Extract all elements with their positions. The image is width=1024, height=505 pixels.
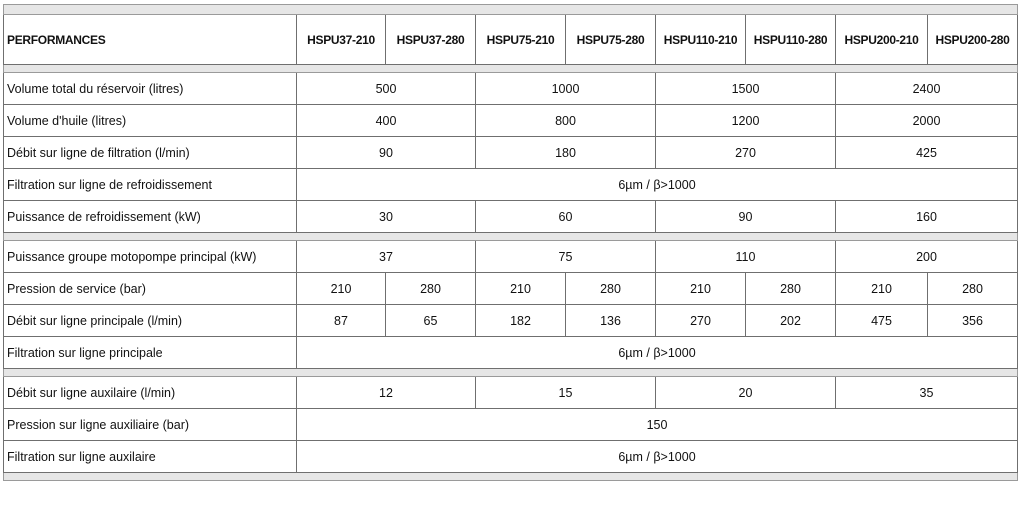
value-cell: 136 bbox=[566, 305, 656, 337]
row-label: Pression sur ligne auxiliaire (bar) bbox=[4, 409, 297, 441]
value-cell: 800 bbox=[476, 105, 656, 137]
value-cell: 37 bbox=[297, 241, 476, 273]
value-cell: 200 bbox=[836, 241, 1018, 273]
separator-row bbox=[4, 473, 1018, 481]
value-cell: 280 bbox=[386, 273, 476, 305]
table-row bbox=[4, 137, 1018, 169]
value-cell: 15 bbox=[476, 377, 656, 409]
table-row bbox=[4, 201, 1018, 233]
value-cell: 6µm / β>1000 bbox=[297, 169, 1018, 201]
performance-table bbox=[3, 4, 1018, 481]
value-cell: 180 bbox=[476, 137, 656, 169]
row-label: Filtration sur ligne de refroidissement bbox=[4, 169, 297, 201]
value-cell: 12 bbox=[297, 377, 476, 409]
value-cell: 30 bbox=[297, 201, 476, 233]
model-header: HSPU200-210 bbox=[836, 15, 928, 65]
value-cell: 1200 bbox=[656, 105, 836, 137]
separator-row bbox=[4, 5, 1018, 15]
value-cell: 6µm / β>1000 bbox=[297, 337, 1018, 369]
value-cell: 210 bbox=[297, 273, 386, 305]
value-cell: 356 bbox=[928, 305, 1018, 337]
separator-row bbox=[4, 233, 1018, 241]
value-cell: 500 bbox=[297, 73, 476, 105]
value-cell: 110 bbox=[656, 241, 836, 273]
model-header: HSPU37-280 bbox=[386, 15, 476, 65]
row-label: Pression de service (bar) bbox=[4, 273, 297, 305]
value-cell: 425 bbox=[836, 137, 1018, 169]
value-cell: 150 bbox=[297, 409, 1018, 441]
row-label: Filtration sur ligne auxilaire bbox=[4, 441, 297, 473]
table-row bbox=[4, 305, 1018, 337]
value-cell: 90 bbox=[297, 137, 476, 169]
model-header: HSPU75-210 bbox=[476, 15, 566, 65]
table-row bbox=[4, 441, 1018, 473]
model-header: HSPU200-280 bbox=[928, 15, 1018, 65]
row-label: Puissance groupe motopompe principal (kW) bbox=[4, 241, 297, 273]
value-cell: 6µm / β>1000 bbox=[297, 441, 1018, 473]
value-cell: 2000 bbox=[836, 105, 1018, 137]
value-cell: 210 bbox=[836, 273, 928, 305]
value-cell: 65 bbox=[386, 305, 476, 337]
value-cell: 1500 bbox=[656, 73, 836, 105]
model-header: HSPU110-210 bbox=[656, 15, 746, 65]
value-cell: 280 bbox=[928, 273, 1018, 305]
value-cell: 210 bbox=[656, 273, 746, 305]
table-row bbox=[4, 241, 1018, 273]
table-row bbox=[4, 337, 1018, 369]
value-cell: 2400 bbox=[836, 73, 1018, 105]
value-cell: 202 bbox=[746, 305, 836, 337]
separator-row bbox=[4, 65, 1018, 73]
value-cell: 87 bbox=[297, 305, 386, 337]
row-label: Débit sur ligne de filtration (l/min) bbox=[4, 137, 297, 169]
value-cell: 20 bbox=[656, 377, 836, 409]
performance-sheet bbox=[3, 4, 1017, 481]
row-label: Puissance de refroidissement (kW) bbox=[4, 201, 297, 233]
value-cell: 280 bbox=[746, 273, 836, 305]
separator-row bbox=[4, 369, 1018, 377]
row-label: Débit sur ligne auxilaire (l/min) bbox=[4, 377, 297, 409]
value-cell: 75 bbox=[476, 241, 656, 273]
model-header: HSPU75-280 bbox=[566, 15, 656, 65]
row-label: Débit sur ligne principale (l/min) bbox=[4, 305, 297, 337]
value-cell: 182 bbox=[476, 305, 566, 337]
value-cell: 475 bbox=[836, 305, 928, 337]
table-title: PERFORMANCES bbox=[4, 15, 297, 65]
value-cell: 90 bbox=[656, 201, 836, 233]
table-row bbox=[4, 73, 1018, 105]
value-cell: 210 bbox=[476, 273, 566, 305]
value-cell: 280 bbox=[566, 273, 656, 305]
value-cell: 400 bbox=[297, 105, 476, 137]
table-row bbox=[4, 377, 1018, 409]
value-cell: 1000 bbox=[476, 73, 656, 105]
table-row bbox=[4, 169, 1018, 201]
value-cell: 270 bbox=[656, 305, 746, 337]
value-cell: 60 bbox=[476, 201, 656, 233]
table-row bbox=[4, 409, 1018, 441]
row-label: Volume d'huile (litres) bbox=[4, 105, 297, 137]
model-header: HSPU110-280 bbox=[746, 15, 836, 65]
value-cell: 270 bbox=[656, 137, 836, 169]
model-header: HSPU37-210 bbox=[297, 15, 386, 65]
table-row bbox=[4, 105, 1018, 137]
value-cell: 160 bbox=[836, 201, 1018, 233]
row-label: Filtration sur ligne principale bbox=[4, 337, 297, 369]
table-row bbox=[4, 273, 1018, 305]
value-cell: 35 bbox=[836, 377, 1018, 409]
row-label: Volume total du réservoir (litres) bbox=[4, 73, 297, 105]
header-row bbox=[4, 15, 1018, 65]
